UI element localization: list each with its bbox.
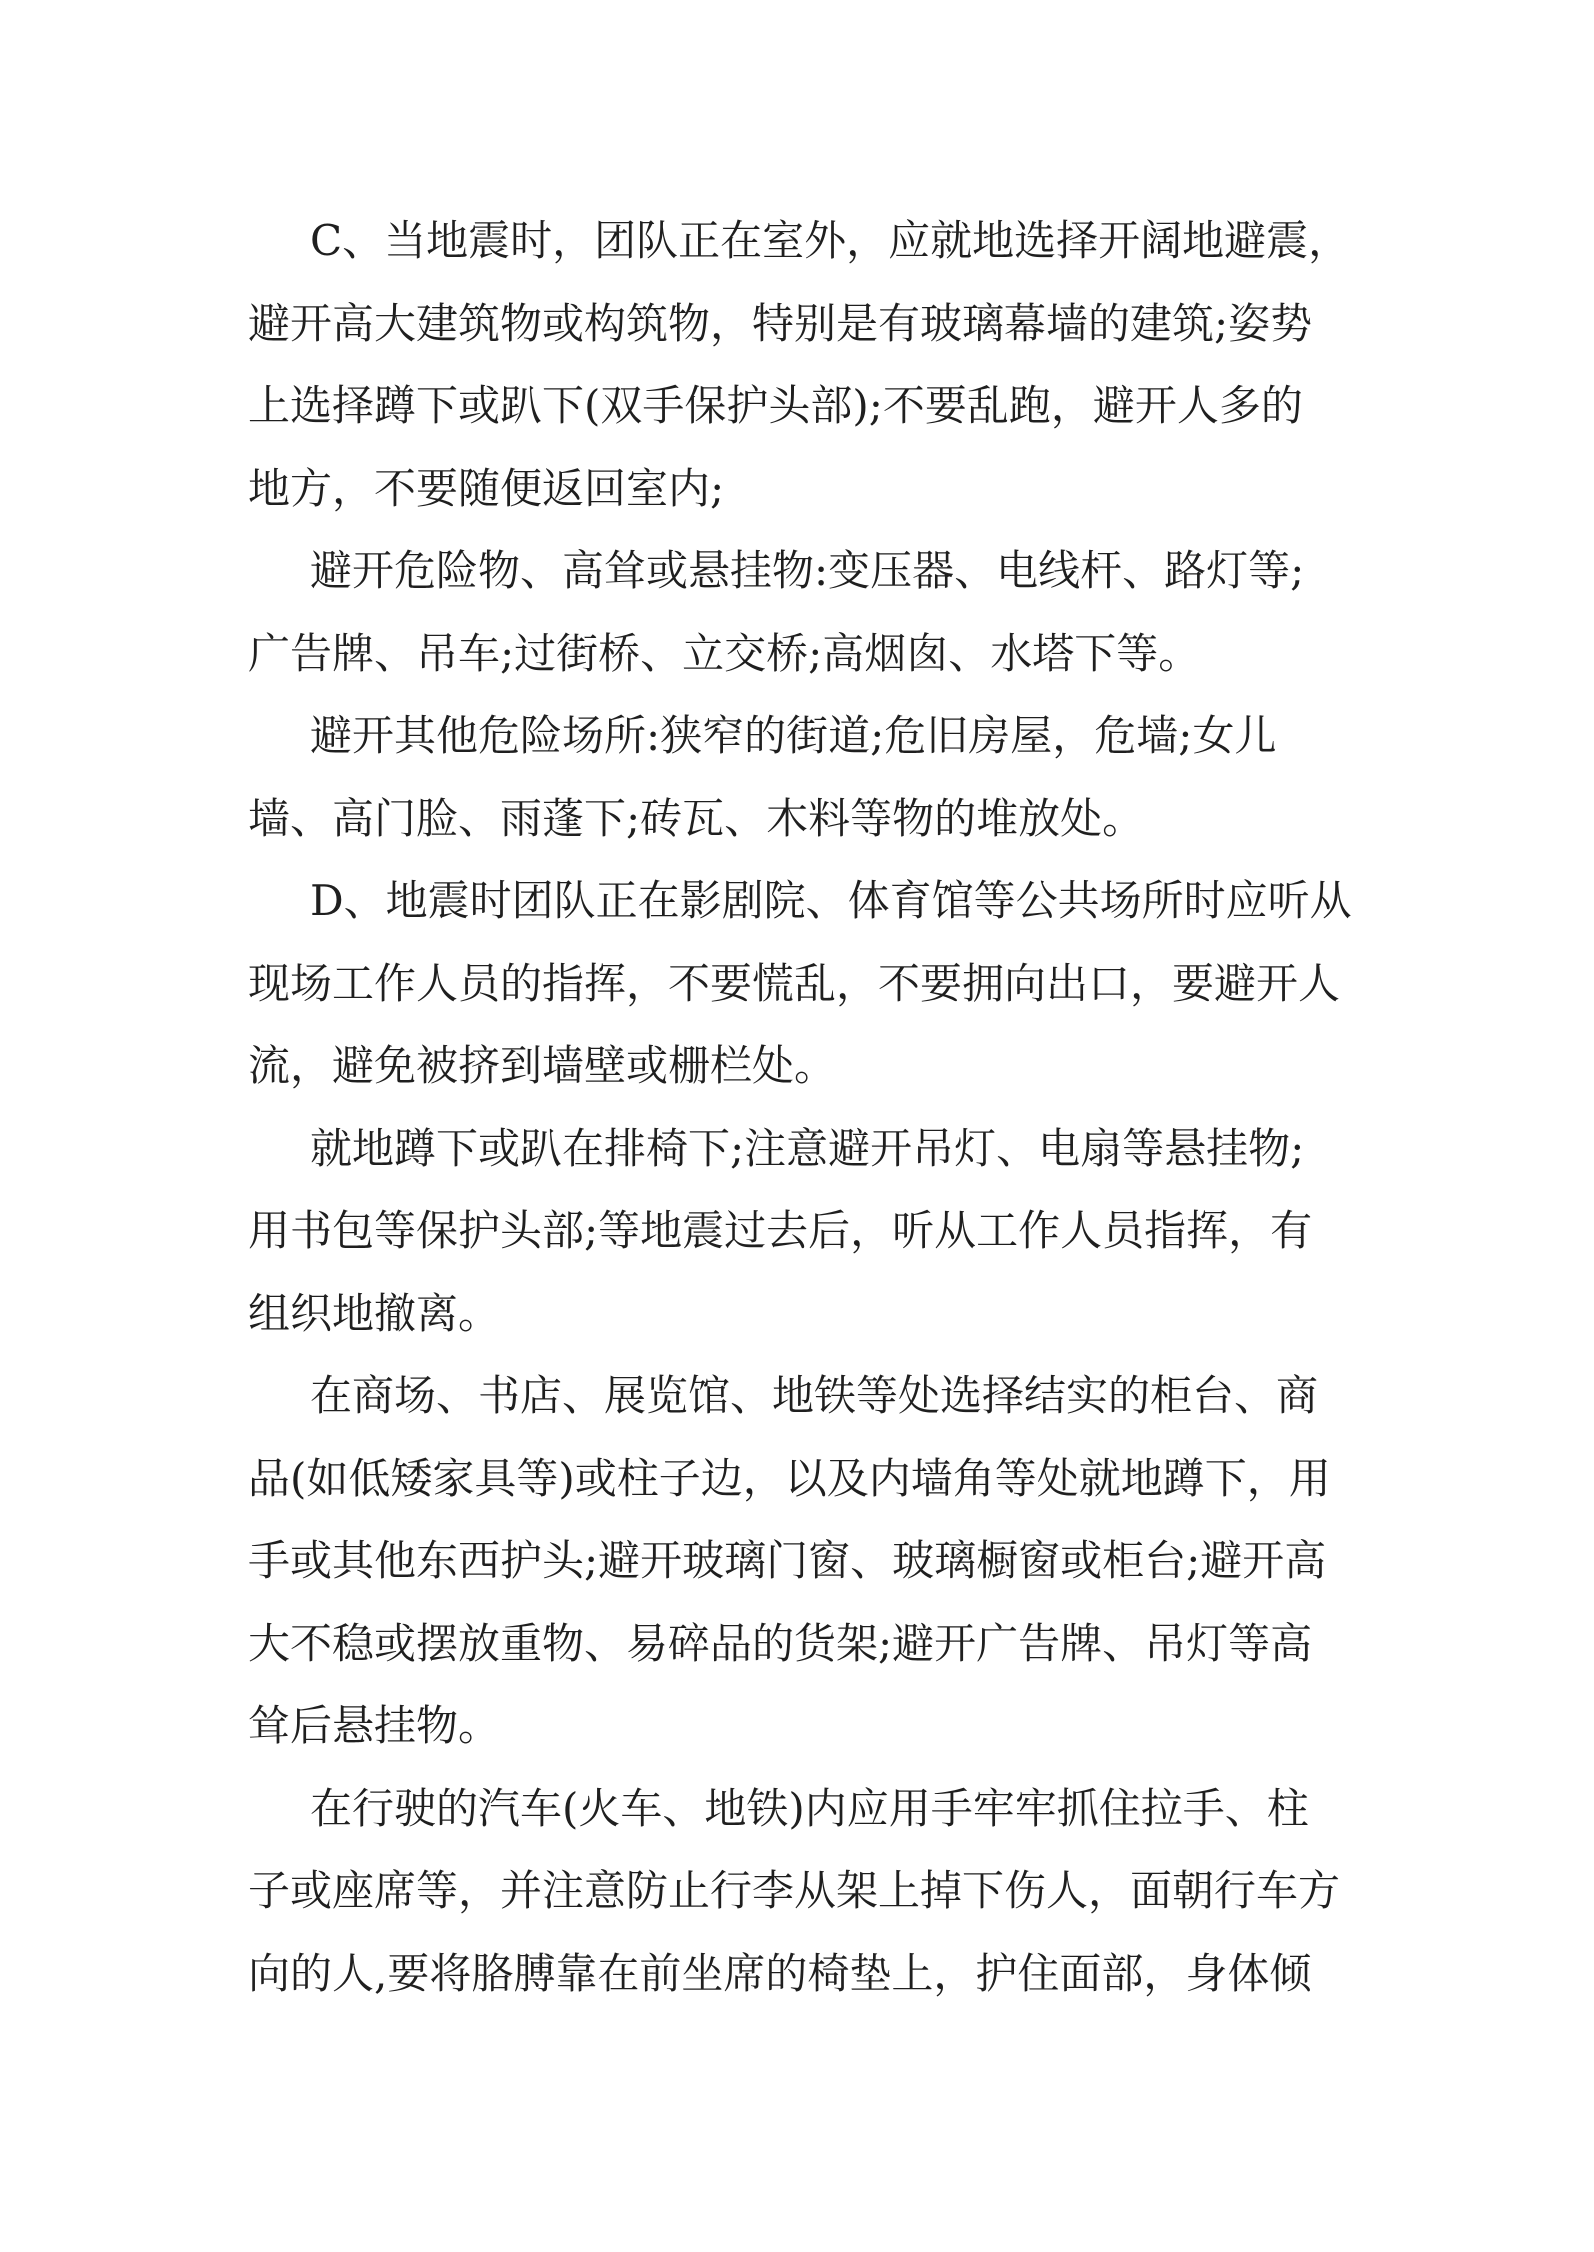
text-line: 避开高大建筑物或构筑物，特别是有玻璃幕墙的建筑;姿势	[248, 298, 1313, 348]
text-line: 组织地撤离。	[248, 1288, 501, 1338]
text-line: 墙、高门脸、雨蓬下;砖瓦、木料等物的堆放处。	[248, 793, 1145, 843]
text-line: 就地蹲下或趴在排椅下;注意避开吊灯、电扇等悬挂物;	[310, 1123, 1305, 1173]
text-line: 向的人,要将胳膊靠在前坐席的椅垫上，护住面部，身体倾	[248, 1948, 1312, 1998]
text-line: 避开危险物、高耸或悬挂物:变压器、电线杆、路灯等;	[310, 546, 1305, 595]
text-line: 地方，不要随便返回室内;	[248, 463, 725, 513]
text-line: 在行驶的汽车(火车、地铁)内应用手牢牢抓住拉手、柱	[310, 1783, 1309, 1833]
document-body	[248, 200, 1358, 2015]
text-line: 上选择蹲下或趴下(双手保护头部);不要乱跑，避开人多的	[248, 381, 1303, 430]
text-line: 用书包等保护头部;等地震过去后，听从工作人员指挥，有	[248, 1206, 1313, 1255]
text-line: 品(如低矮家具等)或柱子边，以及内墙角等处就地蹲下，用	[248, 1453, 1331, 1503]
text-line: 避开其他危险场所:狭窄的街道;危旧房屋，危墙;女儿	[310, 711, 1277, 760]
text-line: 耸后悬挂物。	[248, 1701, 501, 1750]
text-line: D、地震时团队正在影剧院、体育馆等公共场所时应听从	[310, 876, 1352, 925]
text-line: 现场工作人员的指挥，不要慌乱，不要拥向出口，要避开人	[248, 958, 1341, 1008]
text-line: 手或其他东西护头;避开玻璃门窗、玻璃橱窗或柜台;避开高	[248, 1536, 1327, 1585]
text-line: 流，避免被挤到墙壁或栅栏处。	[248, 1041, 837, 1090]
text-line: C、当地震时，团队正在室外，应就地选择开阔地避震，	[310, 216, 1351, 265]
text-line: 在商场、书店、展览馆、地铁等处选择结实的柜台、商	[310, 1371, 1319, 1420]
text-line: 大不稳或摆放重物、易碎品的货架;避开广告牌、吊灯等高	[248, 1618, 1313, 1668]
text-line: 广告牌、吊车;过街桥、立交桥;高烟囱、水塔下等。	[248, 628, 1201, 678]
text-line: 子或座席等，并注意防止行李从架上掉下伤人，面朝行车方	[248, 1866, 1341, 1915]
